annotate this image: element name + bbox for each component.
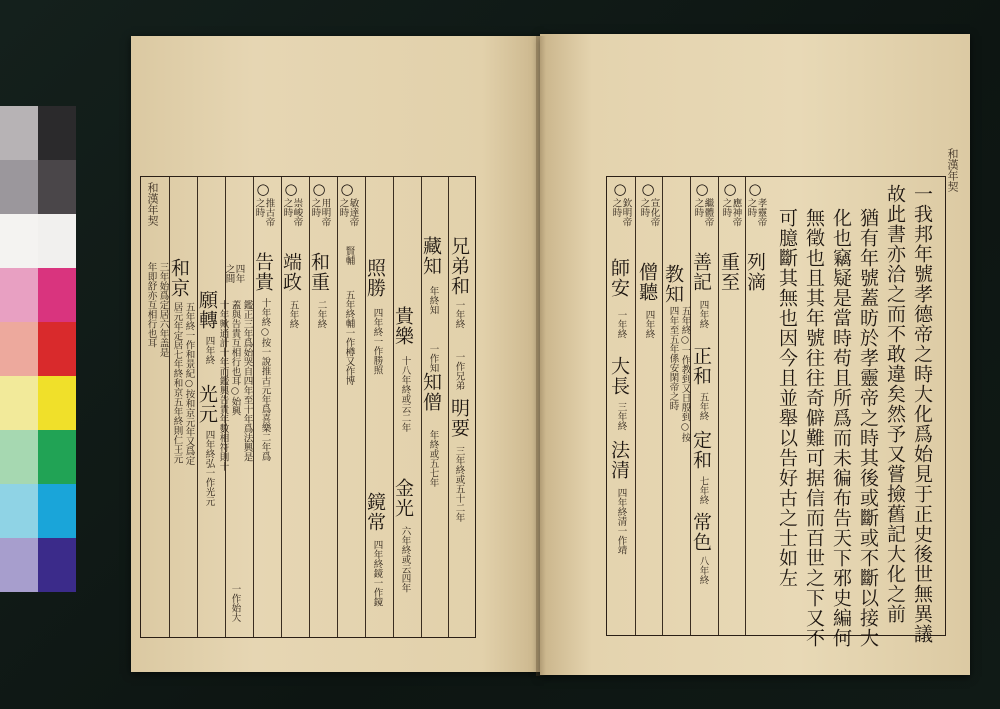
emperor-era-suffix: 之時 [281, 198, 293, 217]
era-name: 和重 [308, 252, 330, 292]
prose-line: 猶有年號蓋昉於孝靈帝之時其後或斷或不斷以接大 [857, 208, 879, 648]
emperor-name: 繼體帝 [702, 198, 714, 227]
column-rule [253, 177, 254, 637]
era-name: 照勝 [364, 258, 386, 298]
era-name: 教知 [662, 264, 684, 304]
era-note: 年終知 [427, 286, 439, 315]
era-note: 五年終一作和景紀○按和京元年又爲定 [183, 302, 195, 465]
era-note: 十八年終或云二年 [399, 356, 411, 432]
era-note: 四年至五年係安閑帝之時 [667, 306, 679, 411]
column-rule [365, 177, 366, 637]
section-circle-mark: ○ [746, 180, 764, 198]
era-note: 四年 [233, 264, 245, 283]
color-chip [0, 538, 38, 592]
column-rule [281, 177, 282, 637]
era-name: 願轉 [196, 290, 218, 330]
era-note: 四年終清一作靖 [615, 488, 627, 555]
era-name: 大長 [608, 356, 630, 396]
color-chip [0, 322, 38, 376]
era-note: 四年終鏡一作鏡 [371, 540, 383, 607]
section-circle-mark: ○ [310, 180, 328, 198]
prose-line: 故此書亦洽之而不敢違矣然予又嘗撿舊記大化之前 [884, 184, 906, 624]
color-calibration-strip [0, 106, 76, 594]
era-name: 常色 [690, 512, 712, 552]
era-note: 二年終 [315, 300, 327, 329]
era-note: 五年終 [697, 392, 709, 421]
era-note: 一年終 [615, 310, 627, 339]
color-chip [0, 430, 38, 484]
emperor-era-suffix: 之時 [692, 198, 704, 217]
era-name: 重至 [718, 252, 740, 292]
era-note: 之間 [223, 264, 235, 283]
era-name: 兄弟和 [448, 236, 470, 296]
era-note: 五年終輔一作樽又作博 [343, 290, 355, 385]
column-rule [745, 177, 746, 635]
era-note: 一作始大 [229, 584, 241, 622]
era-name: 端政 [280, 252, 302, 292]
color-chip [38, 268, 76, 322]
color-chip [0, 214, 38, 268]
emperor-era-suffix: 之時 [720, 198, 732, 217]
color-chip [0, 268, 38, 322]
era-note: 十年歟通計十年而鑑興告貴年數相符則十 [217, 300, 229, 471]
prose-line: 無徵也且其年號往往奇僻難可据信而百世之下又不 [803, 208, 825, 648]
era-note: 八年終 [697, 556, 709, 585]
emperor-era-suffix: 之時 [253, 198, 265, 217]
column-rule [662, 177, 663, 635]
era-name: 和京 [168, 258, 190, 298]
emperor-era-suffix: 之時 [638, 198, 650, 217]
era-note: 年即舒亦互相行也耳 [145, 262, 157, 348]
color-chip [38, 160, 76, 214]
emperor-name: 敏達帝 [347, 198, 359, 227]
emperor-era-suffix: 之時 [745, 198, 757, 217]
prose-line: 可臆斷其無也因今且並舉以告好古之士如左 [776, 208, 798, 588]
color-chip [0, 106, 38, 160]
era-note: 五年終○一作教到又日殷到○按 [679, 306, 691, 442]
emperor-name: 宣化帝 [648, 198, 660, 227]
prose-line: 一我邦年號孝德帝之時大化爲始見于正史後世無異議 [911, 184, 933, 644]
era-name: 光元 [196, 384, 218, 424]
column-rule [337, 177, 338, 637]
color-chip [38, 322, 76, 376]
era-name: 僧聽 [636, 262, 658, 302]
emperor-era-suffix: 之時 [337, 198, 349, 217]
era-name: 告貴 [252, 252, 274, 292]
era-name: 師安 [608, 258, 630, 298]
era-name: 金光 [392, 478, 414, 518]
emperor-name: 孝靈帝 [755, 198, 767, 227]
color-chip [38, 430, 76, 484]
era-note: 鑑正三年爲始哭自四年至十年爲法興是 [241, 300, 253, 462]
era-name: 知僧 [420, 372, 442, 412]
color-chip [38, 214, 76, 268]
section-circle-mark: ○ [693, 180, 711, 198]
era-name: 貴樂 [392, 306, 414, 346]
era-name: 法清 [608, 440, 630, 480]
color-chip [0, 160, 38, 214]
section-circle-mark: ○ [721, 180, 739, 198]
column-rule [169, 177, 170, 637]
column-rule [718, 177, 719, 635]
right-margin-title: 和漢年契 [946, 148, 959, 192]
column-rule [635, 177, 636, 635]
section-circle-mark: ○ [338, 180, 356, 198]
era-note: 居元年定居七年終和京五年終則仁王元 [171, 302, 183, 464]
book-gutter [536, 36, 546, 676]
prose-line: 化也竊疑是當時苟且所爲而未徧布告天下邪史編何 [830, 208, 852, 648]
era-note: 六年終或云四年 [399, 526, 411, 593]
era-note: 四年終 [643, 310, 655, 339]
emperor-name: 崇峻帝 [291, 198, 303, 227]
column-rule [393, 177, 394, 637]
era-name: 善記 [690, 252, 712, 292]
era-note: 四年終 [697, 300, 709, 329]
era-note: 賢輔 [343, 246, 355, 265]
era-note: 一作兄弟 [453, 352, 465, 390]
emperor-era-suffix: 之時 [309, 198, 321, 217]
era-note: 四年終一作勝照 [371, 308, 383, 375]
era-name: 鏡常 [364, 492, 386, 532]
era-name: 列滴 [744, 252, 766, 292]
color-chip [38, 538, 76, 592]
emperor-era-suffix: 之時 [610, 198, 622, 217]
era-note: 十年終○按一說推古元年爲喜樂二年爲 [259, 298, 271, 461]
color-chip [38, 376, 76, 430]
era-note: 一年終 [453, 300, 465, 329]
section-circle-mark: ○ [282, 180, 300, 198]
era-note: 三年終 [615, 402, 627, 431]
era-name: 定和 [690, 430, 712, 470]
emperor-name: 應神帝 [730, 198, 742, 227]
era-note: 三年始爲定居六年盖是 [157, 262, 169, 357]
emperor-name: 欽明帝 [620, 198, 632, 227]
left-margin-title: 和漢年契 [146, 182, 159, 226]
color-chip [38, 484, 76, 538]
column-rule [309, 177, 310, 637]
era-note: 四年終 [203, 336, 215, 365]
era-note: 七年終 [697, 476, 709, 505]
era-note: 三年終或五十二年 [453, 446, 465, 522]
section-circle-mark: ○ [254, 180, 272, 198]
color-chip [0, 376, 38, 430]
era-note: 五年終 [287, 300, 299, 329]
era-name: 正和 [690, 346, 712, 386]
color-chip [38, 106, 76, 160]
emperor-name: 推古帝 [263, 198, 275, 227]
era-note: 四年終弘一作光元 [203, 430, 215, 506]
emperor-name: 用明帝 [319, 198, 331, 227]
era-note: 年終或五七年 [427, 430, 439, 487]
section-circle-mark: ○ [611, 180, 629, 198]
section-circle-mark: ○ [639, 180, 657, 198]
era-name: 藏知 [420, 236, 442, 276]
era-note: 一作知 [427, 344, 439, 373]
era-note: 蓋與告貴互相行也耳○始興 [229, 300, 241, 416]
color-chip [0, 484, 38, 538]
era-name: 明要 [448, 398, 470, 438]
